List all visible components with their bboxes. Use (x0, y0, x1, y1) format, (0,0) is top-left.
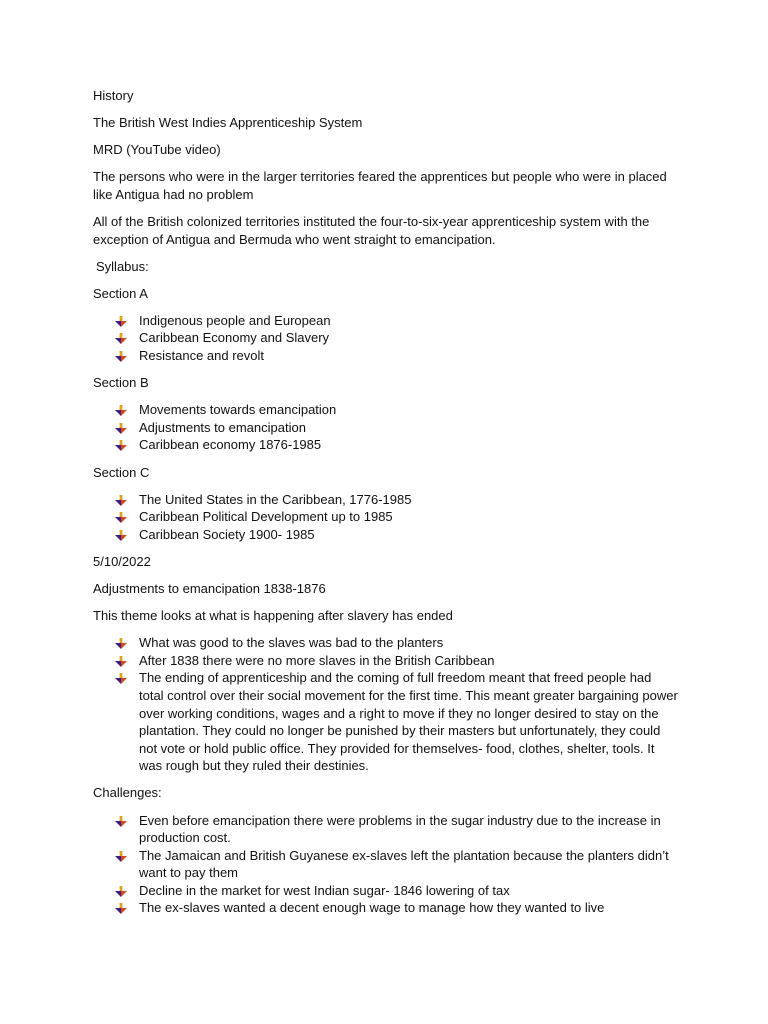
list-item (93, 669, 678, 775)
arrow-down-bullet-icon (115, 495, 127, 506)
paragraph: All of the British colonized territories instituted the four-to-six-year apprenticeship system with the exception of Antigua and Bermuda who went straight to emancipation. (93, 213, 650, 247)
bullet-list (93, 491, 678, 544)
arrow-down-bullet-icon (115, 816, 127, 827)
list-item-text: Even before emancipation there were problems in the sugar industry due to the increase in production cost. (139, 812, 661, 846)
paragraph: History (93, 88, 134, 103)
list-item-text: Indigenous people and European (139, 312, 331, 328)
paragraph: This theme looks at what is happening after slavery has ended (93, 608, 453, 624)
list-item (93, 312, 678, 330)
list-item (93, 652, 678, 670)
paragraph: Section B (93, 375, 149, 391)
arrow-down-bullet-icon (115, 903, 127, 914)
list-item-text: After 1838 there were no more slaves in the British Caribbean (139, 652, 495, 668)
document-page (93, 87, 678, 927)
list-item (93, 882, 678, 900)
paragraph: Adjustments to emancipation 1838-1876 (93, 580, 326, 596)
list-item-text: What was good to the slaves was bad to the planters (139, 635, 444, 651)
list-item (93, 329, 678, 347)
list-item-text: The United States in the Caribbean, 1776-1985 (139, 491, 412, 507)
list-item-text: Caribbean Economy and Slavery (139, 330, 330, 346)
list-item (93, 899, 678, 917)
arrow-down-bullet-icon (115, 351, 127, 362)
list-item (93, 634, 678, 652)
paragraph: MRD (YouTube video) (93, 142, 221, 158)
bullet-list (93, 401, 678, 454)
list-item (93, 508, 678, 526)
list-item-text: Caribbean Political Development up to 1985 (139, 509, 393, 525)
bullet-list (93, 312, 678, 365)
list-item (93, 847, 678, 882)
list-item (93, 491, 678, 509)
list-item-text: Movements towards emancipation (139, 402, 337, 418)
arrow-down-bullet-icon (115, 316, 127, 327)
paragraph: Syllabus: (96, 258, 149, 274)
arrow-down-bullet-icon (115, 440, 127, 451)
list-item (93, 812, 678, 847)
arrow-down-bullet-icon (115, 656, 127, 667)
arrow-down-bullet-icon (115, 423, 127, 434)
list-item-text: The ending of apprenticeship and the coming of full freedom meant that freed people had total control over their social movement for the first time. This meant greater bargaining power over working conditions, wages and a right to move if they no longer desired to stay on the plantation. They could no longer be punished by their masters but unfortunately, they could not vote or hold public office. They provided for themselves- food, clothes, shelter, tools. It was rough but they ruled their destinies. (139, 670, 678, 774)
paragraph: The persons who were in the larger territories feared the apprentices but people who were in placed like Antigua had no problem (93, 169, 667, 202)
paragraph: Section C (93, 464, 150, 480)
list-item-text: Caribbean Society 1900- 1985 (139, 526, 315, 542)
arrow-down-bullet-icon (115, 405, 127, 416)
list-item-text: Resistance and revolt (139, 348, 265, 364)
list-item-text: The Jamaican and British Guyanese ex-slaves left the plantation because the planters didn’t want to pay them (139, 847, 669, 881)
arrow-down-bullet-icon (115, 530, 127, 541)
arrow-down-bullet-icon (115, 851, 127, 862)
bullet-list (93, 634, 678, 775)
arrow-down-bullet-icon (115, 673, 127, 684)
arrow-down-bullet-icon (115, 886, 127, 897)
arrow-down-bullet-icon (115, 333, 127, 344)
paragraph: The British West Indies Apprenticeship System (93, 115, 363, 131)
list-item-text: The ex-slaves wanted a decent enough wage to manage how they wanted to live (139, 900, 605, 916)
list-item (93, 401, 678, 419)
paragraph: Section A (93, 285, 148, 301)
paragraph: 5/10/2022 (93, 553, 151, 569)
list-item-text: Adjustments to emancipation (139, 419, 306, 435)
list-item-text: Decline in the market for west Indian sugar- 1846 lowering of tax (139, 882, 510, 898)
arrow-down-bullet-icon (115, 638, 127, 649)
list-item (93, 526, 678, 544)
arrow-down-bullet-icon (115, 512, 127, 523)
list-item-text: Caribbean economy 1876-1985 (139, 437, 322, 453)
list-item (93, 347, 678, 365)
paragraph: Challenges: (93, 785, 162, 801)
list-item (93, 436, 678, 454)
list-item (93, 419, 678, 437)
bullet-list (93, 812, 678, 918)
